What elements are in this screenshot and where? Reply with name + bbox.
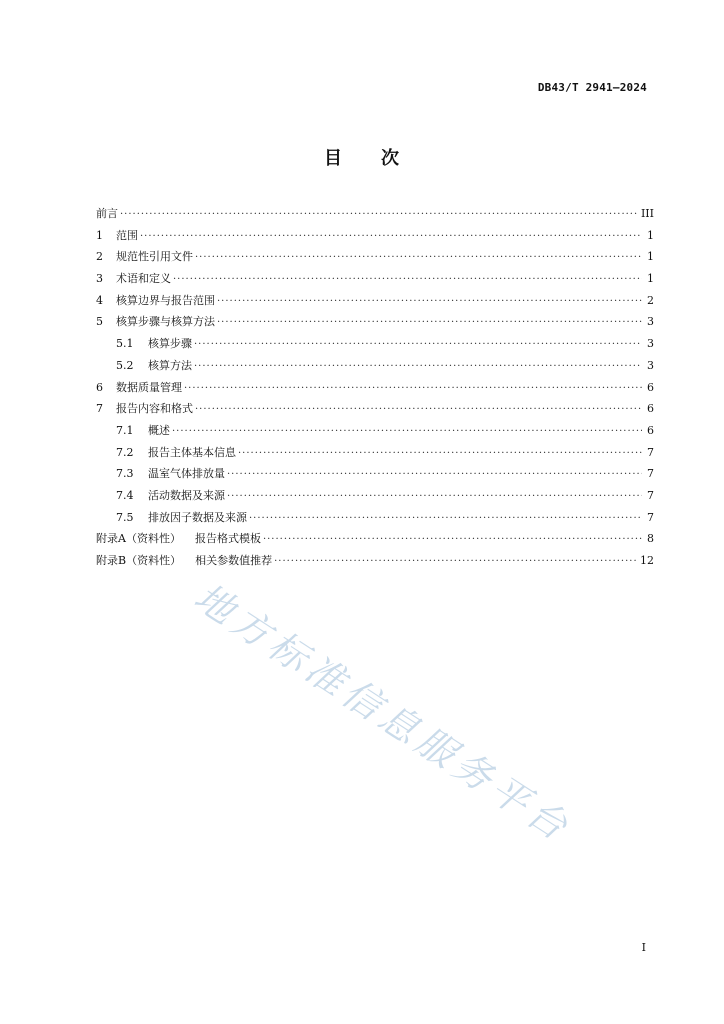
toc-entry-5-1[interactable] [96, 333, 654, 355]
toc-label: 概述 [148, 423, 170, 437]
toc-entry-1[interactable] [96, 225, 654, 247]
toc-entry-7-3[interactable] [96, 463, 654, 485]
toc-leader [140, 226, 642, 248]
toc-number: 5.1 [116, 337, 134, 351]
toc-label: 术语和定义 [116, 272, 171, 286]
toc-number: 7.1 [116, 423, 134, 437]
toc-number: 7 [96, 402, 103, 416]
toc-label: 报告主体基本信息 [148, 445, 236, 459]
toc-page: 6 [647, 402, 654, 416]
toc-label: 数据质量管理 [116, 380, 182, 394]
toc-entry-5-2[interactable] [96, 355, 654, 377]
toc-page: 3 [647, 337, 654, 351]
toc-page: 3 [647, 358, 654, 372]
title-char-2: 次 [381, 148, 400, 169]
toc-entry-7-4[interactable] [96, 485, 654, 507]
toc-number: 3 [96, 272, 103, 286]
toc-leader [194, 356, 642, 378]
toc-page: 7 [647, 467, 654, 481]
title-char-1: 目 [324, 148, 343, 169]
toc-entry-6[interactable] [96, 377, 654, 399]
standard-code: DB43/T 2941—2024 [537, 81, 647, 94]
toc-number: 7.5 [116, 510, 134, 524]
toc-page: 1 [647, 250, 654, 264]
toc-page: 2 [647, 293, 654, 307]
toc-number: 5.2 [116, 358, 134, 372]
toc-leader [227, 486, 642, 508]
page-number: I [641, 941, 646, 954]
toc-label: 核算步骤 [148, 337, 192, 351]
toc-entry-7[interactable] [96, 398, 654, 420]
toc-leader [195, 399, 642, 421]
toc-entry-7-1[interactable] [96, 420, 654, 442]
toc-label: 活动数据及来源 [148, 488, 225, 502]
toc-leader [274, 551, 638, 573]
toc-page: III [640, 207, 654, 220]
toc-entry-7-5[interactable] [96, 507, 654, 529]
toc-page: 3 [647, 315, 654, 329]
toc-label: 温室气体排放量 [148, 467, 225, 481]
toc-leader [249, 508, 642, 530]
toc-entry-3[interactable] [96, 268, 654, 290]
toc-page: 1 [647, 228, 654, 242]
table-of-contents [96, 203, 654, 572]
toc-leader [217, 291, 642, 313]
toc-page: 1 [647, 272, 654, 286]
toc-leader [194, 334, 642, 356]
toc-leader [173, 269, 642, 291]
toc-label: 核算方法 [148, 358, 192, 372]
toc-label: 报告内容和格式 [116, 402, 193, 416]
toc-leader [227, 464, 642, 486]
toc-leader [217, 312, 642, 334]
toc-appendix-prefix: 附录A（资料性） [96, 532, 181, 546]
toc-number: 1 [96, 228, 103, 242]
page-title [0, 144, 724, 170]
toc-entry-5[interactable] [96, 311, 654, 333]
toc-number: 7.4 [116, 488, 134, 502]
toc-label: 排放因子数据及来源 [148, 510, 247, 524]
toc-number: 2 [96, 250, 103, 264]
toc-entry-2[interactable] [96, 246, 654, 268]
toc-number: 6 [96, 380, 103, 394]
toc-page: 7 [647, 510, 654, 524]
watermark: 地方标准信息服务平台 [186, 574, 580, 852]
toc-entry-4[interactable] [96, 290, 654, 312]
toc-appendix-prefix: 附录B（资料性） [96, 554, 182, 567]
toc-label: 规范性引用文件 [116, 250, 193, 264]
toc-label: 前言 [96, 207, 118, 220]
toc-leader [120, 204, 639, 226]
toc-entry-appendix-a[interactable] [96, 528, 654, 550]
toc-number: 5 [96, 315, 103, 329]
toc-label: 核算边界与报告范围 [116, 293, 215, 307]
toc-leader [184, 378, 642, 400]
toc-label: 核算步骤与核算方法 [116, 315, 215, 329]
toc-page: 7 [647, 445, 654, 459]
toc-page: 7 [647, 488, 654, 502]
toc-page: 8 [647, 532, 654, 546]
toc-page: 6 [647, 380, 654, 394]
toc-leader [172, 421, 642, 443]
toc-entry-7-2[interactable] [96, 442, 654, 464]
toc-number: 7.2 [116, 445, 134, 459]
toc-label: 范围 [116, 228, 138, 242]
toc-page: 6 [647, 423, 654, 437]
toc-number: 7.3 [116, 467, 134, 481]
toc-leader [263, 529, 642, 551]
toc-leader [238, 443, 642, 465]
toc-entry-foreword[interactable] [96, 203, 654, 225]
toc-page: 12 [640, 554, 654, 567]
toc-label: 报告格式模板 [194, 532, 261, 546]
toc-leader [195, 247, 642, 269]
toc-number: 4 [96, 293, 103, 307]
toc-entry-appendix-b[interactable] [96, 550, 654, 572]
toc-label: 相关参数值推荐 [195, 554, 273, 567]
